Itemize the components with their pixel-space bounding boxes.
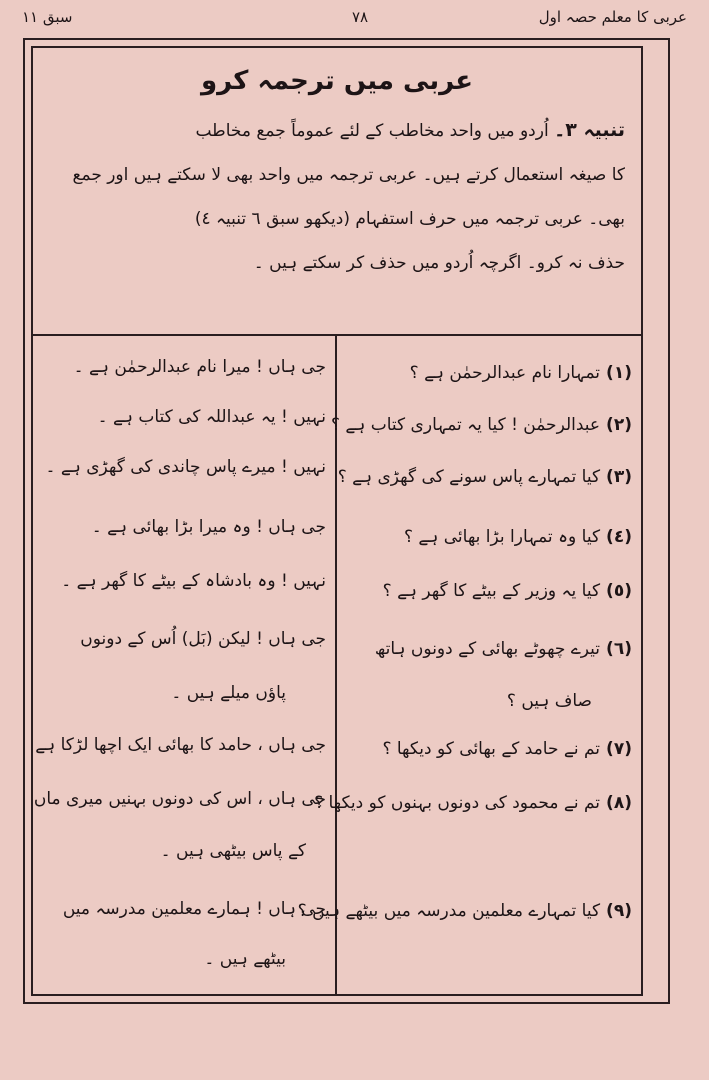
answer-row: پاؤں میلے ہیں ۔ <box>171 683 286 703</box>
horizontal-divider <box>33 334 641 336</box>
question-row: (٦)تیرے چھوٹے بھائی کے دونوں ہاتھ <box>374 639 632 659</box>
note-line-4: حذف نہ کرو۔ اگرچہ اُردو میں حذف کر سکتے ہیں ۔ <box>253 253 625 273</box>
answer-row: کے پاس بیٹھی ہیں ۔ <box>160 841 306 861</box>
question-row: (٧)تم نے حامد کے بھائی کو دیکھا ؟ <box>382 739 632 759</box>
answer-row: جی ہاں ! میرا نام عبدالرحمٰن ہے ۔ <box>73 357 326 377</box>
note-line-2: کا صیغہ استعمال کرتے ہیں۔ عربی ترجمہ میں واحد بھی لا سکتے ہیں اور جمع <box>72 165 625 185</box>
question-row: (١)تمہارا نام عبدالرحمٰن ہے ؟ <box>409 363 632 383</box>
question-row: (٢)عبدالرحمٰن ! کیا یہ تمہاری کتاب ہے ؟ <box>330 415 632 435</box>
question-row: (٣)کیا تمہارے پاس سونے کی گھڑی ہے ؟ <box>337 467 632 487</box>
answer-row: جی ہاں ، اس کی دونوں بہنیں میری ماں <box>33 789 326 809</box>
page-header <box>22 4 687 30</box>
question-row: (٤)کیا وہ تمہارا بڑا بھائی ہے ؟ <box>403 527 632 547</box>
answer-row: نہیں ! میرے پاس چاندی کی گھڑی ہے ۔ <box>45 457 326 477</box>
note-text-1: اُردو میں واحد مخاطب کے لئے عموماً جمع مخاطب <box>195 121 549 141</box>
answer-row: نہیں ! یہ عبداللہ کی کتاب ہے ۔ <box>97 407 326 427</box>
answer-row: جی ہاں ! لیکن (بَل) اُس کے دونوں <box>80 629 326 649</box>
intro-section <box>33 48 641 334</box>
note-label: تنبیہ ٣۔ <box>554 119 625 141</box>
answer-row: جی ہاں ! ہمارے معلمین مدرسہ میں <box>62 899 326 919</box>
answer-row: بیٹھے ہیں ۔ <box>204 949 286 969</box>
page-number: ٧٨ <box>352 8 369 26</box>
exercise-title: عربی میں ترجمہ کرو <box>200 66 474 96</box>
lesson-number: سبق ١١ <box>22 8 73 26</box>
answer-row: جی ہاں ، حامد کا بھائی ایک اچھا لڑکا ہے <box>35 735 326 755</box>
note-line-1 <box>33 108 641 153</box>
question-row: (٥)کیا یہ وزیر کے بیٹے کا گھر ہے ؟ <box>382 581 632 601</box>
book-title: عربی کا معلم حصہ اول <box>538 8 687 26</box>
question-row: صاف ہیں ؟ <box>506 691 592 711</box>
note-line-3: بھی۔ عربی ترجمہ میں حرف استفہام (دیکھو سبق ٦ تنبیہ ٤) <box>194 209 625 229</box>
answer-row: جی ہاں ! وہ میرا بڑا بھائی ہے ۔ <box>91 517 326 537</box>
question-row: (٩)کیا تمہارے معلمین مدرسہ میں بیٹھے ہیں ؟ <box>297 901 632 921</box>
answer-row: نہیں ! وہ بادشاہ کے بیٹے کا گھر ہے ۔ <box>61 571 326 591</box>
question-row: (٨)تم نے محمود کی دونوں بہنوں کو دیکھا ؟ <box>314 793 632 813</box>
